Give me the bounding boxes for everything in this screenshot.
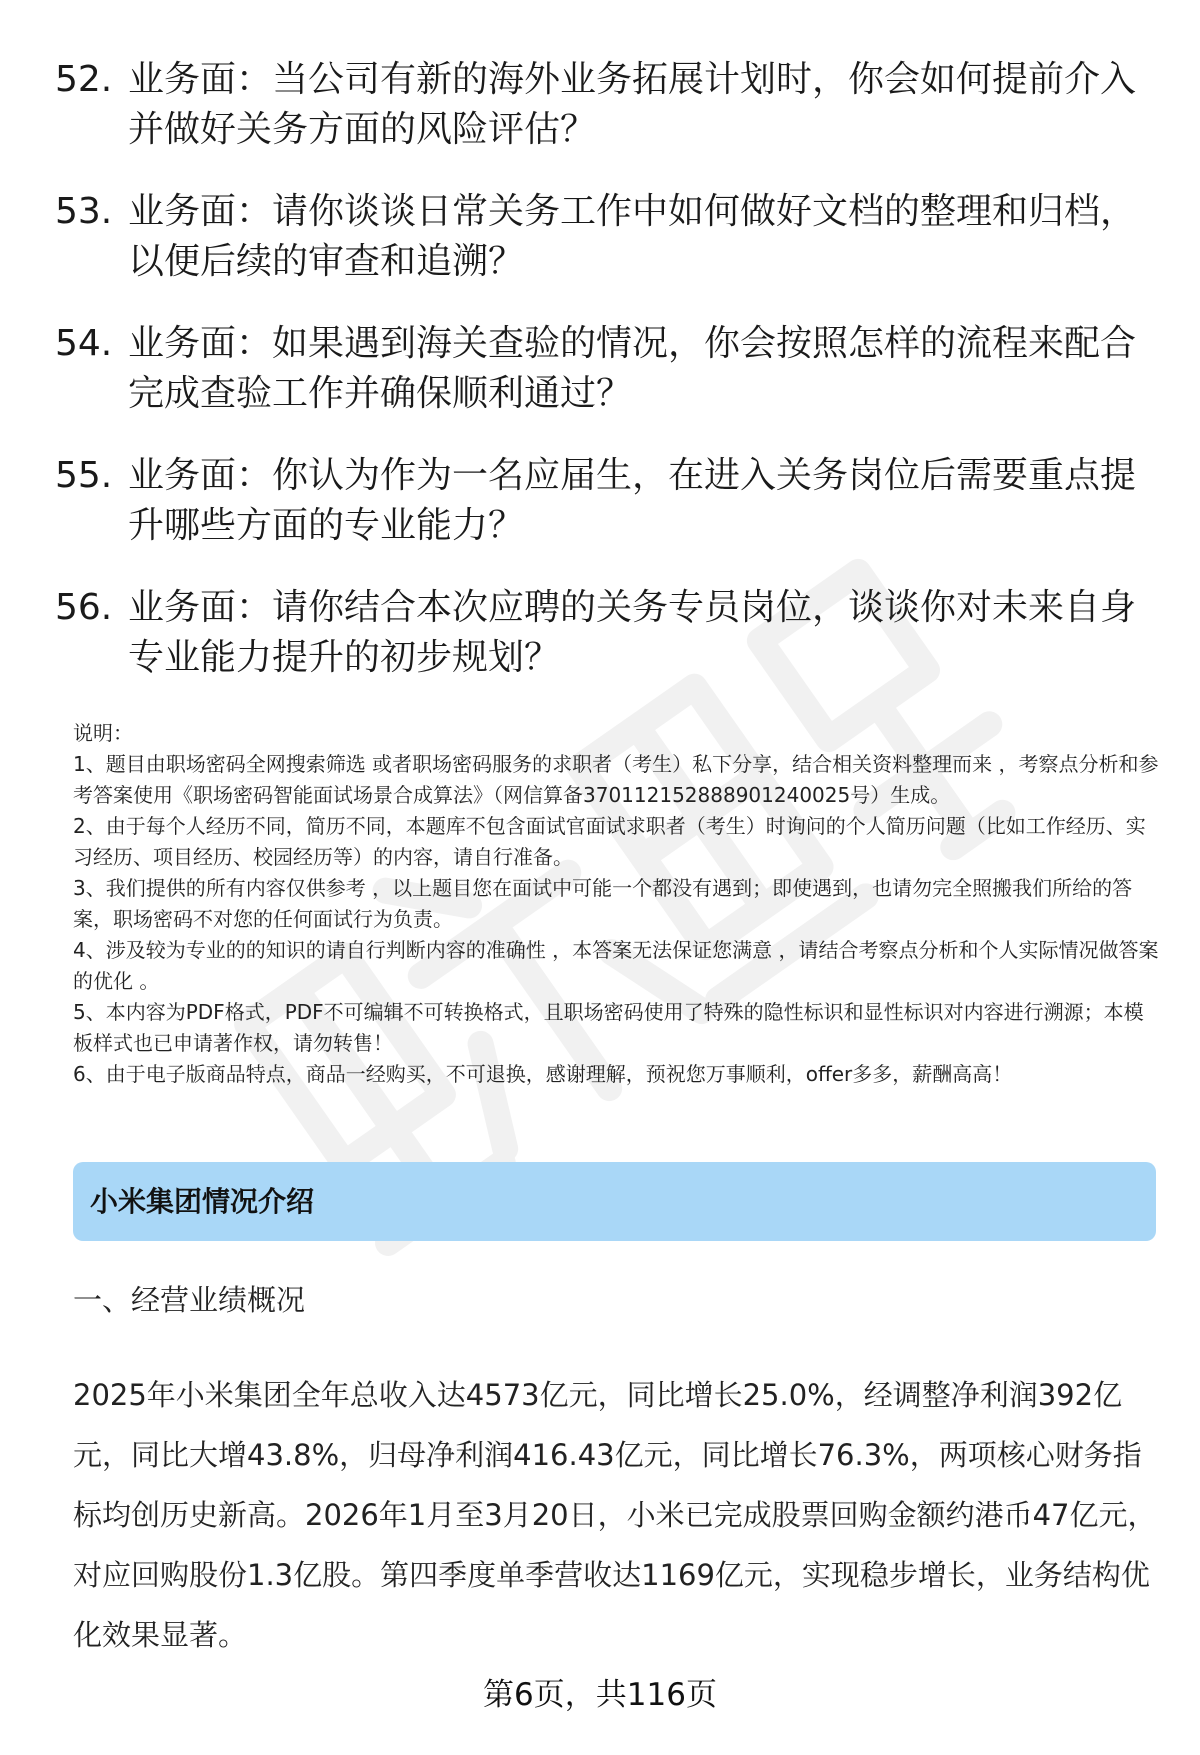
question-number: 53. (55, 191, 113, 232)
question-number: 54. (55, 323, 113, 364)
question-item (55, 319, 1150, 419)
section-title: 小米集团情况介绍 (90, 1185, 315, 1218)
question-list (55, 55, 1150, 715)
section-title-bar (73, 1162, 1156, 1241)
question-item (55, 55, 1150, 155)
note-item: 3、我们提供的所有内容仅供参考 ，以上题目您在面试中可能一个都没有遇到；即使遇到，也请勿完全照搬我们所给的答案，职场密码不对您的任何面试行为负责。 (73, 876, 1133, 931)
question-item (55, 187, 1150, 287)
note-item: 4、涉及较为专业的的知识的请自行判断内容的准确性 ，本答案无法保证您满意 ，请结合考察点分析和个人实际情况做答案的优化 。 (73, 938, 1159, 993)
note-item: 5、本内容为PDF格式，PDF不可编辑不可转换格式，且职场密码使用了特殊的隐性标识和显性标识对内容进行溯源；本模板样式也已申请著作权，请勿转售！ (73, 1000, 1144, 1055)
question-item (55, 451, 1150, 551)
note-item: 1、题目由职场密码全网搜索筛选 或者职场密码服务的求职者（考生）私下分享，结合相关资料整理而来 ，考察点分析和参考答案使用《职场密码智能面试场景合成算法》（网信算备370112152888901240025号）生成。 (73, 752, 1159, 807)
notes-block (73, 718, 1163, 1090)
question-text: 业务面：如果遇到海关查验的情况，你会按照怎样的流程来配合完成查验工作并确保顺利通过？ (128, 323, 1137, 414)
note-item: 2、由于每个人经历不同，简历不同，本题库不包含面试官面试求职者（考生）时询问的个人简历问题（比如工作经历、实习经历、项目经历、校园经历等）的内容，请自行准备。 (73, 814, 1146, 869)
question-item (55, 583, 1150, 683)
note-item: 6、由于电子版商品特点，商品一经购买，不可退换，感谢理解，预祝您万事顺利，offer多多，薪酬高高！ (73, 1062, 1013, 1086)
question-number: 52. (55, 59, 113, 100)
question-text: 业务面：当公司有新的海外业务拓展计划时，你会如何提前介入并做好关务方面的风险评估？ (128, 59, 1137, 150)
section-paragraph: 2025年小米集团全年总收入达4573亿元，同比增长25.0%，经调整净利润392亿元，同比大增43.8%，归母净利润416.43亿元，同比增长76.3%，两项核心财务指标均创历史新高。2026年1月至3月20日，小米已完成股票回购金额约港币47亿元，对应回购股份1.3亿股。第四季度单季营收达1169亿元，实现稳步增长，业务结构优化效果显著。 (73, 1378, 1157, 1652)
question-number: 55. (55, 455, 113, 496)
question-text: 业务面：请你结合本次应聘的关务专员岗位，谈谈你对未来自身专业能力提升的初步规划？ (128, 587, 1137, 678)
page-number: 第6页，共116页 (483, 1677, 717, 1713)
question-number: 56. (55, 587, 113, 628)
notes-heading: 说明： (73, 721, 133, 745)
section-subheading: 一、经营业绩概况 (73, 1283, 306, 1317)
question-text: 业务面：请你谈谈日常关务工作中如何做好文档的整理和归档，以便后续的审查和追溯？ (128, 191, 1137, 282)
question-text: 业务面：你认为作为一名应届生，在进入关务岗位后需要重点提升哪些方面的专业能力？ (128, 455, 1137, 546)
